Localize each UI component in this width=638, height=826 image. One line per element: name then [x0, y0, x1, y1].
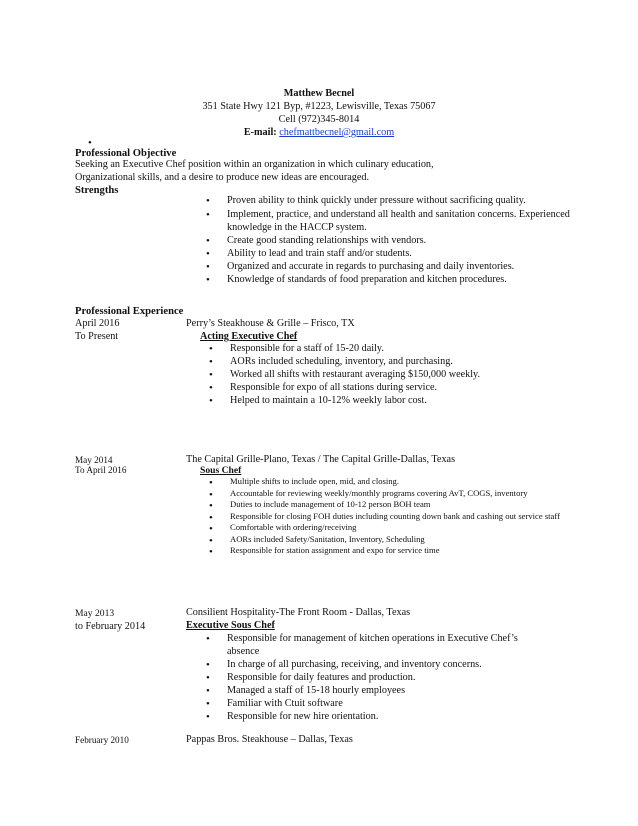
list-item: • Duties to include management of 10-12 person BOH team: [207, 499, 562, 511]
job-2-duties: [207, 476, 562, 557]
objective-line-1: Seeking an Executive Chef position within an organization in which culinary education,: [75, 159, 434, 170]
strengths-heading: Strengths: [75, 185, 119, 196]
list-item: • Responsible for a staff of 15-20 daily.: [207, 342, 567, 355]
phone: Cell (972)345-8014: [278, 114, 360, 125]
experience-heading: Professional Experience: [75, 306, 184, 317]
list-item: • In charge of all purchasing, receiving, and inventory concerns.: [204, 658, 549, 671]
candidate-name: Matthew Becnel: [283, 88, 355, 99]
list-item: • Helped to maintain a 10-12% weekly labor cost.: [207, 394, 567, 407]
job-3-employer: Consilient Hospitality-The Front Room - Dallas, Texas: [186, 607, 411, 618]
list-item: • Comfortable with ordering/receiving: [207, 522, 562, 534]
job-4-date-from: February 2010: [75, 735, 129, 745]
job-3-date-from: May 2013: [75, 608, 115, 619]
list-item: • Create good standing relationships with vendors.: [204, 234, 574, 247]
email-label: E-mail:: [243, 127, 277, 138]
list-item: • Organized and accurate in regards to purchasing and daily inventories.: [204, 260, 574, 273]
job-3-title: Executive Sous Chef: [186, 620, 275, 631]
job-3-duties: [204, 632, 549, 723]
job-2-title: Sous Chef: [200, 465, 242, 476]
address: 351 State Hwy 121 Byp, #1223, Lewisville, Texas 75067: [202, 101, 436, 112]
job-1-title: Acting Executive Chef: [200, 331, 298, 342]
job-2-date-from: May 2014: [75, 455, 113, 465]
list-item: • Managed a staff of 15-18 hourly employees: [204, 684, 549, 697]
job-1-duties: [207, 342, 567, 407]
email-link[interactable]: chefmattbecnel@gmail.com: [279, 127, 395, 138]
list-item: • Ability to lead and train staff and/or students.: [204, 247, 574, 260]
list-item: • Responsible for new hire orientation.: [204, 710, 549, 723]
job-2-date-to: To April 2016: [75, 465, 127, 475]
list-item: • Responsible for station assignment and expo for service time: [207, 545, 562, 557]
job-1-date-from: April 2016: [75, 318, 120, 329]
list-item: • Multiple shifts to include open, mid, and closing.: [207, 476, 562, 488]
stray-bullet-icon: •: [88, 137, 92, 149]
job-1-date-to: To Present: [75, 331, 119, 342]
email-line: [0, 127, 638, 140]
job-4-employer: Pappas Bros. Steakhouse – Dallas, Texas: [186, 734, 353, 745]
list-item: • Implement, practice, and understand all health and sanitation concerns. Experienced knowledge in the HACCP system.: [204, 208, 574, 234]
list-item: • Responsible for daily features and production.: [204, 671, 549, 684]
job-2-employer: The Capital Grille-Plano, Texas / The Capital Grille-Dallas, Texas: [186, 454, 456, 465]
list-item: • Accountable for reviewing weekly/monthly programs covering AvT, COGS, inventory: [207, 488, 562, 500]
list-item: • Familiar with Ctuit software: [204, 697, 549, 710]
list-item: • Responsible for closing FOH duties including counting down bank and cashing out service staff: [207, 511, 562, 523]
objective-line-2: Organizational skills, and a desire to produce new ideas are encouraged.: [75, 172, 370, 183]
list-item: • Responsible for expo of all stations during service.: [207, 381, 567, 394]
list-item: • Worked all shifts with restaurant averaging $150,000 weekly.: [207, 368, 567, 381]
list-item: • AORs included Safety/Sanitation, Inventory, Scheduling: [207, 534, 562, 546]
list-item: • AORs included scheduling, inventory, and purchasing.: [207, 355, 567, 368]
objective-heading: Professional Objective: [75, 148, 177, 159]
strengths-list: [204, 194, 574, 286]
job-3-date-to: to February 2014: [75, 621, 146, 632]
job-1-employer: Perry’s Steakhouse & Grille – Frisco, TX: [186, 318, 355, 329]
list-item: • Proven ability to think quickly under pressure without sacrificing quality.: [204, 194, 574, 207]
list-item: • Responsible for management of kitchen operations in Executive Chef’s absence: [204, 632, 549, 658]
list-item: • Knowledge of standards of food preparation and kitchen procedures.: [204, 273, 574, 286]
